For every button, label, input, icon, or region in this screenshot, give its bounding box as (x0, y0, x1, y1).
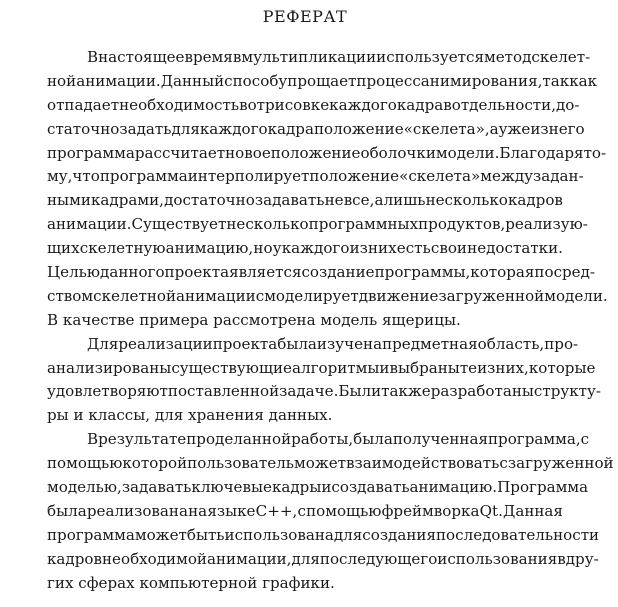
text-line: Для реализации проекта была изучена предметная область, про- (87, 334, 579, 353)
text-line: ством скелетной анимации смоделирует движение загруженной модели. (47, 286, 608, 305)
paragraph (47, 428, 614, 595)
document-page (47, 0, 614, 595)
text-line: программа рассчитает новое положение оболочки модели. Благодаря то- (47, 143, 607, 162)
text-line: ры и классы, для хранения данных. (47, 406, 333, 425)
text-line: му, что программа интерполирует положение «скелета» между задан- (47, 167, 584, 186)
page-title: РЕФЕРАТ (262, 7, 348, 26)
paragraph (47, 333, 602, 429)
abstract-body (47, 46, 614, 595)
text-line: ными кадрами, достаточно задавать не все, а лишь несколько кадров (47, 191, 563, 210)
text-line: гих сферах компьютерной графики. (47, 573, 335, 592)
text-line: щих скелетную анимацию, но у каждого из них есть свои недостатки. (47, 239, 563, 258)
text-line: помощью которой пользователь может взаимодействовать с загруженной (47, 454, 614, 473)
text-line: Целью данного проекта является создание программы, которая посред- (47, 263, 596, 282)
text-line: была реализована на языке C++, с помощью фреймворка Qt. Данная (47, 501, 563, 520)
text-line: анализированы существующие алгоритмы и выбраны те из них, которые (47, 358, 596, 377)
text-line: моделью, задавать ключевые кадры и создавать анимацию. Программа (47, 478, 589, 497)
text-line: статочно задать для каждого кадра положение «скелета», а уже из него (47, 119, 585, 138)
text-line: В качестве примера рассмотрена модель ящерицы. (47, 310, 461, 329)
text-line: В результате проделанной работы, была полученная программа, с (87, 430, 590, 449)
text-line: программа может быть использована для создания последовательности (47, 525, 600, 544)
paragraph (47, 46, 608, 333)
text-line: кадров необходимой анимации, для последующего использования в дру- (47, 549, 599, 568)
text-line: отпадает необходимость в отрисовке каждого кадра в отдельности, до- (47, 95, 580, 114)
text-line: В настоящее время в мультипликации используется метод скелет- (87, 48, 591, 66)
text-line: анимации. Существует несколько программных продуктов, реализую- (47, 215, 588, 234)
text-line: удовлетворяют поставленной задаче. Были также разработаны структу- (47, 382, 602, 401)
text-line: ной анимации. Данный способ упрощает процесс анимирования, так как (47, 71, 598, 90)
